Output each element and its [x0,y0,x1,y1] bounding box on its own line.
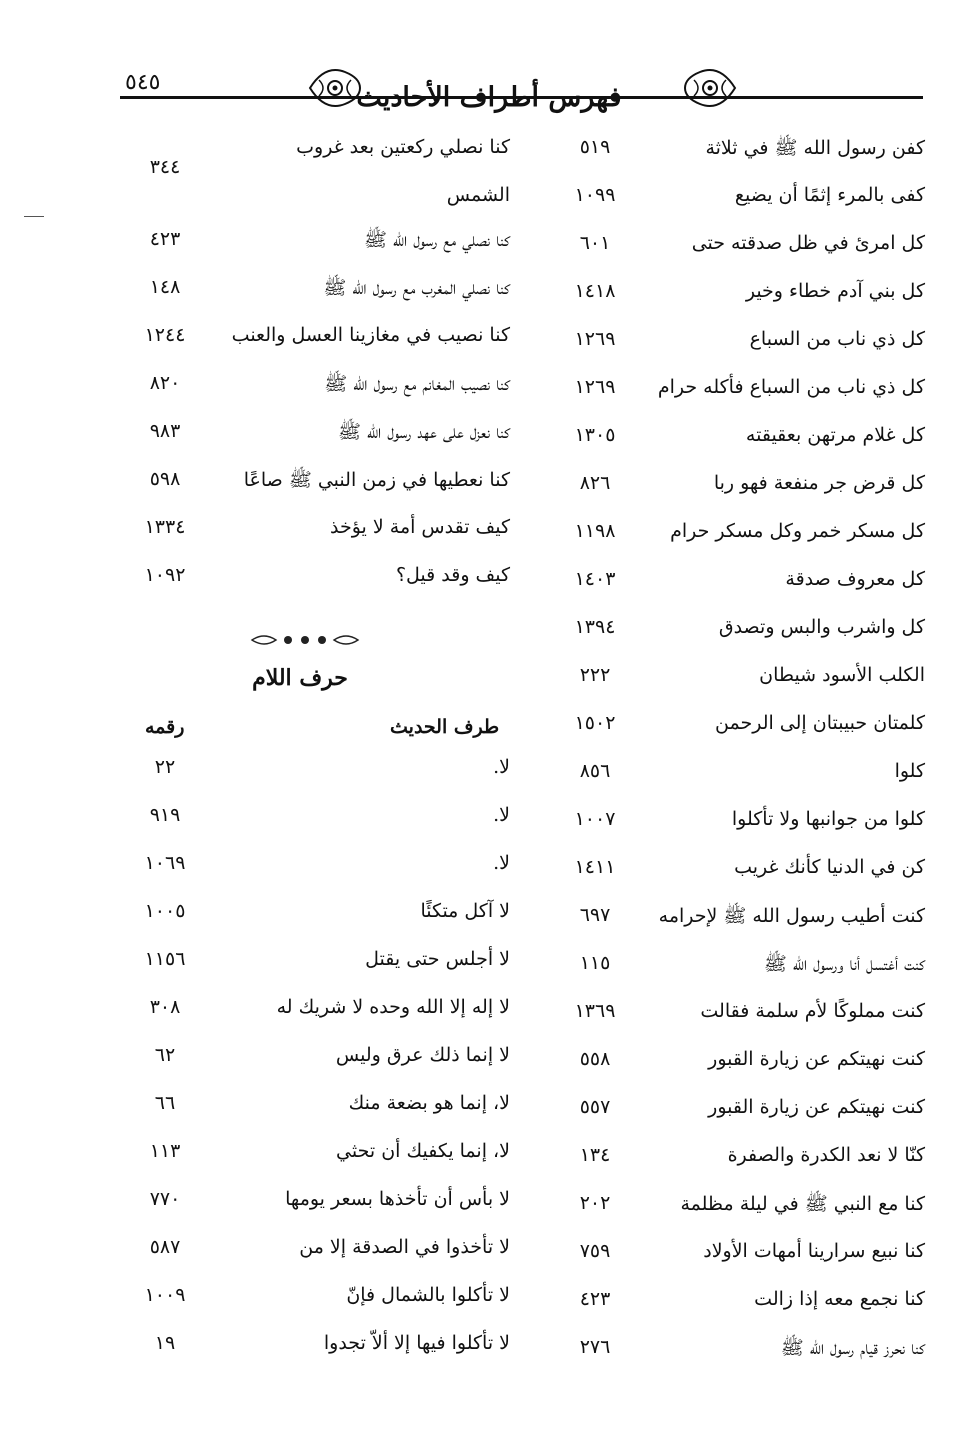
hadith-text: كيف تقدس أمة لا يؤخذ [330,516,510,538]
list-item [565,126,925,174]
left-column-bottom [130,746,510,1370]
hadith-number: ٧٥٩ [579,1240,611,1262]
hadith-text: الكلب الأسود شيطان [759,664,925,686]
hadith-number: ١٢٦٩ [574,328,616,350]
hadith-number: ١٠٠٧ [574,808,616,830]
list-item [565,462,925,510]
hadith-text: كل قرض جر منفعة فهو ربا [713,472,925,494]
hadith-text: كنا نعطيها في زمن النبي ﷺ صاعًا [243,469,510,491]
list-item [565,750,925,798]
hadith-text: كنا نبيع سرارينا أمهات الأولاد [703,1240,925,1262]
hadith-text: كفن رسول الله ﷺ في ثلاثة [705,137,925,159]
hadith-text: لا تأكلوا بالشمال فإنّ [346,1284,510,1306]
hadith-number: ٦٦ [154,1092,176,1114]
list-item [565,1134,925,1182]
hadith-text: لا، إنما هو بضعة منك [348,1092,510,1114]
column-header-text: طرف الحديث [390,716,500,738]
hadith-text: كنت نهيتكم عن زيارة القبور [708,1096,925,1118]
list-item [130,890,510,938]
hadith-number: ١١٥ [579,952,611,974]
list-item [565,606,925,654]
section-ornament-icon [250,630,360,650]
hadith-number: ١٥٠٢ [574,712,616,734]
hadith-text: لا آكل متكئًا [420,900,510,922]
hadith-text: كنت أغتسل أنا ورسول الله ﷺ [763,953,925,975]
list-item [130,938,510,986]
list-item [565,1278,925,1326]
hadith-number: ١٠٦٩ [144,852,186,874]
list-item [130,218,510,266]
hadith-number: ٥١٩ [579,136,611,158]
page-number: ٥٤٥ [125,70,161,95]
hadith-number: ٢٧٦ [579,1336,611,1358]
list-item [565,894,925,942]
hadith-text: كنا نصيب في مغازينا العسل والعنب [231,324,510,346]
hadith-text: كنا نحرز قيام رسول الله ﷺ [780,1337,925,1359]
hadith-number: ١٢٦٩ [574,376,616,398]
hadith-number: ١٠٠٥ [144,900,186,922]
hadith-text: لا. [493,804,510,826]
hadith-text: كيف وقد قيل؟ [395,564,510,586]
hadith-number: ١٣٠٥ [574,424,616,446]
list-item [130,458,510,506]
hadith-number: ٦٩٧ [579,904,611,926]
list-item [130,794,510,842]
hadith-number: ٣٠٨ [149,996,181,1018]
hadith-number: ٩٨٣ [149,420,181,442]
list-item [130,1274,510,1322]
list-item [130,746,510,794]
list-item [130,266,510,314]
hadith-number: ٨٢٠ [149,372,181,394]
hadith-text-continuation: الشمس [446,184,510,206]
hadith-number: ١٤١١ [574,856,616,878]
gutter-mark [24,216,44,217]
hadith-number: ١٣٦٩ [574,1000,616,1022]
hadith-text: كلوا [894,760,925,782]
hadith-number: ١٤٠٣ [574,568,616,590]
hadith-text: كنّا لا نعد الكدرة والصفرة [727,1144,925,1166]
column-header-number: رقمه [145,716,185,738]
list-item [130,1226,510,1274]
hadith-text: لا. [493,852,510,874]
list-item [565,1038,925,1086]
list-item [130,1082,510,1130]
list-item [565,702,925,750]
hadith-number: ١٠٠٩ [144,1284,186,1306]
list-item [565,990,925,1038]
hadith-number: ٥٥٧ [579,1096,611,1118]
list-item [130,1322,510,1370]
hadith-number: ٥٥٨ [579,1048,611,1070]
hadith-text: كل بني آدم خطاء وخير [745,280,925,302]
hadith-text: لا تأكلوا فيها إلا ألاّ تجدوا [323,1332,510,1354]
hadith-text: كل ذي ناب من السباع [749,328,925,350]
hadith-text: كنت أطيب رسول الله ﷺ لإحرامه [658,905,925,927]
header-ornament-right-icon [680,62,740,114]
hadith-text: لا تأخذوا في الصدقة إلا من [299,1236,510,1258]
hadith-text: كنا نجمع معه إذا زالت [754,1288,925,1310]
list-item [565,1230,925,1278]
hadith-text: لا. [493,756,510,778]
hadith-number: ٨٢٦ [579,472,611,494]
list-item [565,1326,925,1374]
list-item [565,174,925,222]
hadith-number: ٧٧٠ [149,1188,181,1210]
list-item [565,1086,925,1134]
list-item [565,798,925,846]
list-item [130,554,510,602]
list-item [565,846,925,894]
hadith-number: ٥٨٧ [149,1236,181,1258]
list-item [565,1182,925,1230]
hadith-number: ١٩ [154,1332,176,1354]
hadith-text: كل مسكر خمر وكل مسكر حرام [670,520,925,542]
hadith-text: كل غلام مرتهن بعقيقته [745,424,925,446]
hadith-text: كنا نعزل على عهد رسول الله ﷺ [338,421,510,443]
section-title: حرف اللام [252,665,348,691]
hadith-number: ١١٥٦ [144,948,186,970]
hadith-text: كنا نصلي مع رسول الله ﷺ [363,229,510,251]
list-item [130,126,510,218]
hadith-number: ٤٢٣ [149,228,181,250]
hadith-text: كنا مع النبي ﷺ في ليلة مظلمة [680,1193,925,1215]
hadith-number: ٦٢ [154,1044,176,1066]
list-item [565,654,925,702]
list-item [130,986,510,1034]
hadith-text: لا إله إلا الله وحده لا شريك له [276,996,510,1018]
hadith-text: كنت مملوكًا لأم سلمة فقالت [700,1000,925,1022]
hadith-text: كن في الدنيا كأنك غريب [734,856,925,878]
hadith-number: ٥٩٨ [149,468,181,490]
hadith-text: لا، إنما يكفيك أن تحثي [336,1140,510,1162]
list-item [565,318,925,366]
list-item [565,366,925,414]
hadith-number: ٤٢٣ [579,1288,611,1310]
hadith-text: كل معروف صدقة [785,568,925,590]
hadith-number: ١٣٤ [579,1144,611,1166]
list-item [130,506,510,554]
list-item [565,510,925,558]
hadith-text: لا بأس أن تأخذها بسعر يومها [285,1188,510,1210]
hadith-number: ٢٠٢ [579,1192,611,1214]
hadith-text: كنت نهيتكم عن زيارة القبور [708,1048,925,1070]
list-item [565,414,925,462]
hadith-number: ٩١٩ [149,804,181,826]
list-item [130,314,510,362]
left-column-top [130,126,510,602]
hadith-number: ١٠٩٢ [144,564,186,586]
hadith-number: ١٤٨ [149,276,181,298]
right-column [565,126,925,1374]
list-item [130,410,510,458]
hadith-text: كفى بالمرء إثمًا أن يضيع [734,184,925,206]
list-item [565,222,925,270]
hadith-text: كلوا من جوانبها ولا تأكلوا [731,808,925,830]
hadith-number: ٣٤٤ [149,156,181,178]
list-item [565,558,925,606]
hadith-number: ٦٠١ [579,232,611,254]
hadith-text: كنا نصيب المغانم مع رسول الله ﷺ [324,373,510,395]
hadith-number: ١٣٩٤ [574,616,616,638]
hadith-text: لا أجلس حتى يقتل [365,948,510,970]
hadith-number: ١٤١٨ [574,280,616,302]
hadith-text: كل امرئ في ظل صدقته حتى [691,232,925,254]
header-rule [120,96,923,99]
hadith-number: ٢٢ [154,756,176,778]
hadith-number: ١١٣ [149,1140,181,1162]
hadith-number: ١١٩٨ [574,520,616,542]
header-title: فهرس أطراف الأحاديث [356,82,622,113]
hadith-number: ١٣٣٤ [144,516,186,538]
list-item [130,842,510,890]
list-item [565,942,925,990]
hadith-text: كل واشرب والبس وتصدق [718,616,925,638]
hadith-text: كنا نصلي ركعتين بعد غروب [296,136,510,158]
hadith-text: كلمتان حبيبتان إلى الرحمن [715,712,925,734]
list-item [565,270,925,318]
hadith-text: كل ذي ناب من السباع فأكله حرام [657,376,925,398]
hadith-number: ١٠٩٩ [574,184,616,206]
hadith-number: ٢٢٢ [579,664,611,686]
hadith-number: ١٢٤٤ [144,324,186,346]
hadith-text: كنا نصلي المغرب مع رسول الله ﷺ [323,277,510,299]
list-item [130,1034,510,1082]
hadith-number: ٨٥٦ [579,760,611,782]
list-item [130,1130,510,1178]
list-item [130,362,510,410]
hadith-text: لا إنما ذلك عرق وليس [335,1044,510,1066]
list-item [130,1178,510,1226]
